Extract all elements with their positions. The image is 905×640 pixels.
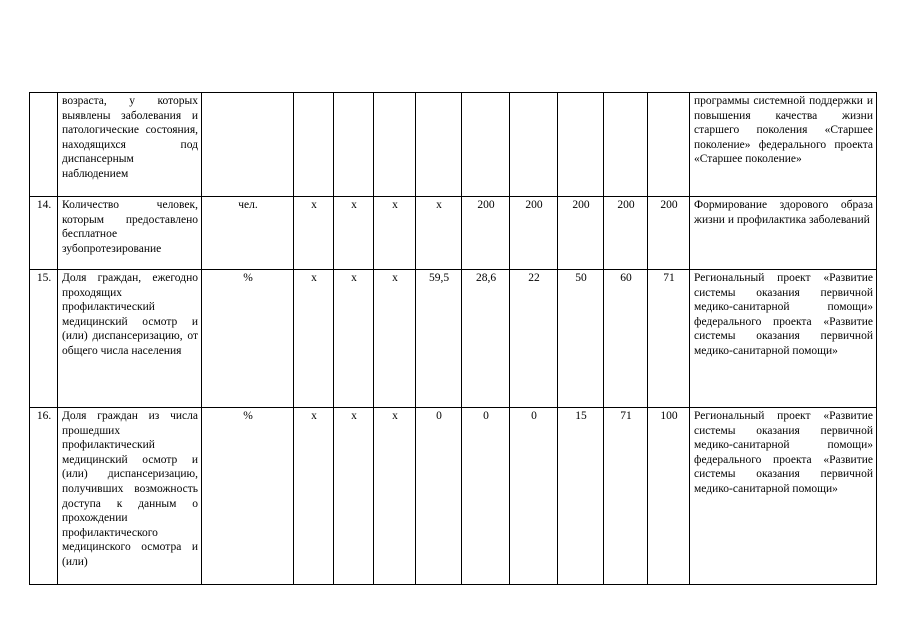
value-cell: х [334,270,374,408]
value-cell: 0 [416,408,462,585]
value-cell: 200 [558,197,604,270]
value-cell [374,93,416,197]
row-number: 14. [30,197,58,270]
value-cell: 0 [510,408,558,585]
indicator-description: Доля граждан, ежегодно проходящих профилактический медицинский осмотр и (или) диспансеризацию, от общего числа населения [58,270,202,408]
value-cell: х [294,197,334,270]
project-cell: Формирование здорового образа жизни и профилактика заболеваний [690,197,877,270]
table-row [30,93,877,197]
table-row [30,408,877,585]
project-cell: программы системной поддержки и повышения качества жизни старшего поколения «Старшее поколение» федерального проекта «Старшее поколение» [690,93,877,197]
value-cell: 100 [648,408,690,585]
project-cell: Региональный проект «Развитие системы оказания первичной медико-санитарной помощи» федерального проекта «Развитие системы оказания первичной медико-санитарной помощи» [690,270,877,408]
row-number: 15. [30,270,58,408]
value-cell: 200 [648,197,690,270]
value-cell: 50 [558,270,604,408]
unit-cell: % [202,408,294,585]
row-number [30,93,58,197]
value-cell: 59,5 [416,270,462,408]
value-cell: 22 [510,270,558,408]
unit-cell: % [202,270,294,408]
row-number: 16. [30,408,58,585]
indicator-description: Количество человек, которым предоставлено бесплатное зубопротезирование [58,197,202,270]
project-cell: Региональный проект «Развитие системы оказания первичной медико-санитарной помощи» федерального проекта «Развитие системы оказания первичной медико-санитарной помощи» [690,408,877,585]
value-cell [462,93,510,197]
value-cell: 60 [604,270,648,408]
value-cell: х [334,197,374,270]
value-cell: х [334,408,374,585]
value-cell: 71 [604,408,648,585]
value-cell: х [416,197,462,270]
value-cell [416,93,462,197]
value-cell: 200 [604,197,648,270]
value-cell: 200 [462,197,510,270]
value-cell [294,93,334,197]
value-cell: 28,6 [462,270,510,408]
value-cell: 71 [648,270,690,408]
value-cell [510,93,558,197]
value-cell: х [294,270,334,408]
unit-cell: чел. [202,197,294,270]
value-cell [558,93,604,197]
value-cell: 15 [558,408,604,585]
value-cell: х [374,408,416,585]
value-cell: х [374,197,416,270]
value-cell [604,93,648,197]
value-cell [334,93,374,197]
indicators-table [29,92,877,585]
unit-cell [202,93,294,197]
table-row [30,197,877,270]
indicator-description: возраста, у которых выявлены заболевания и патологические состояния, находящихся под диспансерным наблюдением [58,93,202,197]
value-cell: 0 [462,408,510,585]
indicator-description: Доля граждан из числа прошедших профилактический медицинский осмотр и (или) диспансеризацию, получивших возможность доступа к данным о прохождении профилактического медицинского осмотра и (или) [58,408,202,585]
value-cell: х [374,270,416,408]
table-row [30,270,877,408]
value-cell: х [294,408,334,585]
value-cell: 200 [510,197,558,270]
value-cell [648,93,690,197]
